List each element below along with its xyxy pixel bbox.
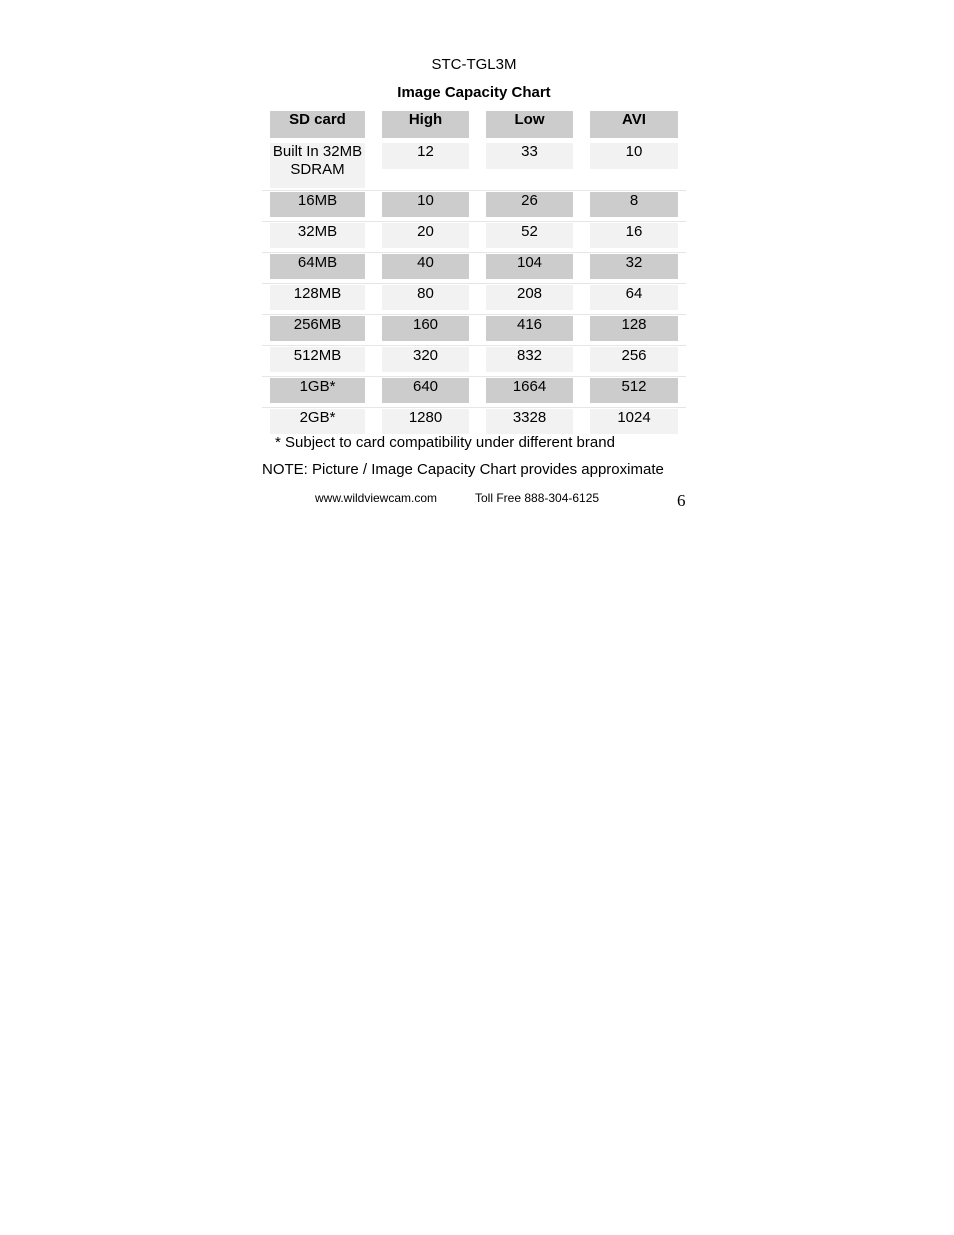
header-cell-avi: AVI: [590, 111, 678, 138]
table-cell: 33: [486, 143, 573, 169]
note-text: NOTE: Picture / Image Capacity Chart provides approximate: [262, 461, 664, 478]
table-cell: 8: [590, 192, 678, 217]
table-row: [262, 345, 686, 376]
table-row: [262, 190, 686, 221]
table-cell: 128: [590, 316, 678, 341]
table-cell: 16: [590, 223, 678, 248]
table-cell: 256: [590, 347, 678, 372]
table-cell: 64: [590, 285, 678, 310]
footer-website: www.wildviewcam.com: [315, 491, 438, 505]
table-cell: 20: [382, 223, 469, 248]
table-cell: 32MB: [270, 223, 365, 248]
table-header-row: [262, 109, 686, 140]
footnote: * Subject to card compatibility under different brand: [275, 434, 615, 451]
page-number: 6: [677, 491, 686, 510]
table-cell: 208: [486, 285, 573, 310]
table-cell: 32: [590, 254, 678, 279]
table-cell: 16MB: [270, 192, 365, 217]
table-row: [262, 140, 686, 190]
header-cell-low: Low: [486, 111, 573, 138]
table-cell: 52: [486, 223, 573, 248]
table-cell: 416: [486, 316, 573, 341]
table-cell: 1024: [590, 409, 678, 434]
table-cell: 160: [382, 316, 469, 341]
table-cell: 832: [486, 347, 573, 372]
table-cell: 2GB*: [270, 409, 365, 434]
chart-title: Image Capacity Chart: [397, 84, 551, 101]
table-cell: 104: [486, 254, 573, 279]
table-cell: Built In 32MB SDRAM: [270, 143, 365, 188]
capacity-table: [262, 109, 686, 438]
footer-phone: Toll Free 888-304-6125: [475, 491, 600, 505]
table-cell: 12: [382, 143, 469, 169]
table-row: [262, 283, 686, 314]
table-cell: 512: [590, 378, 678, 403]
header-cell-sd-card: SD card: [270, 111, 365, 138]
table-cell: 10: [382, 192, 469, 217]
table-row: [262, 221, 686, 252]
table-cell: 512MB: [270, 347, 365, 372]
table-cell: 1664: [486, 378, 573, 403]
table-cell: 40: [382, 254, 469, 279]
model-name: STC-TGL3M: [431, 56, 517, 73]
table-cell: 1GB*: [270, 378, 365, 403]
table-row: [262, 314, 686, 345]
header-cell-high: High: [382, 111, 469, 138]
table-row: [262, 252, 686, 283]
table-cell: 80: [382, 285, 469, 310]
table-cell: 26: [486, 192, 573, 217]
table-cell: 10: [590, 143, 678, 169]
table-cell: 640: [382, 378, 469, 403]
table-row: [262, 376, 686, 407]
table-cell: 256MB: [270, 316, 365, 341]
table-cell: 64MB: [270, 254, 365, 279]
table-cell: 128MB: [270, 285, 365, 310]
table-cell: 1280: [382, 409, 469, 434]
table-cell: 3328: [486, 409, 573, 434]
table-cell: 320: [382, 347, 469, 372]
